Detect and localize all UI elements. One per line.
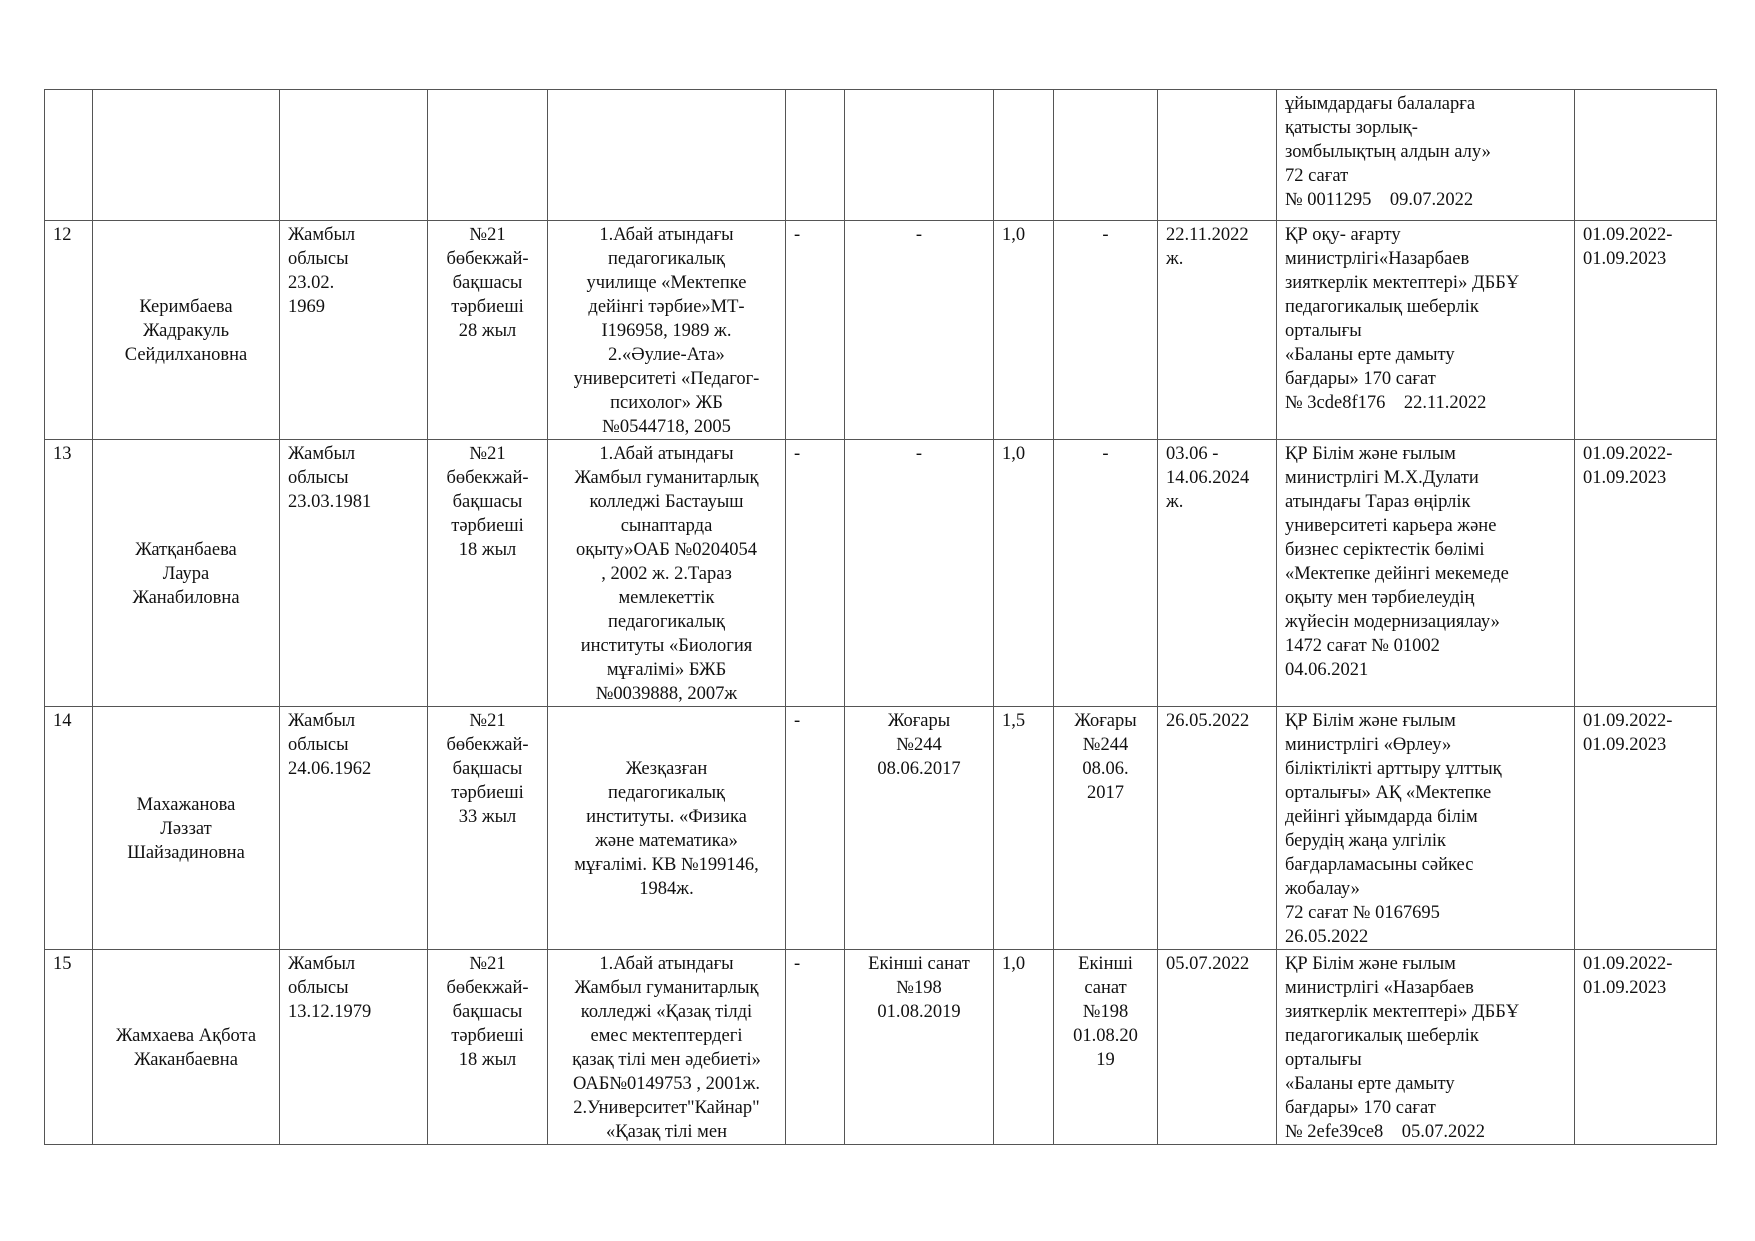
- course-info-line: № 2efe39ce8 05.07.2022: [1285, 1122, 1486, 1142]
- education-cell: [548, 90, 786, 221]
- position-line: бақшасы: [452, 273, 523, 293]
- period-line: 01.09.2022-: [1583, 225, 1673, 245]
- position-line: №21: [469, 954, 506, 974]
- full-name-line: Ләззат: [160, 819, 212, 839]
- rate-cell: 1,0: [994, 221, 1054, 440]
- education-cell: [548, 707, 786, 950]
- category-line: -: [915, 444, 923, 464]
- category-detail-line: 2017: [1087, 783, 1124, 803]
- category-detail-line: 19: [1096, 1050, 1115, 1070]
- category-detail-line: №198: [1082, 1002, 1129, 1022]
- category-detail-line: -: [1102, 444, 1109, 464]
- staff-table: [44, 89, 1717, 1145]
- course-info-line: берудің жаңа улгілік: [1285, 831, 1447, 851]
- course-info-line: № 0011295 09.07.2022: [1285, 190, 1474, 210]
- position-line: №21: [469, 711, 506, 731]
- education-line: 1.Абай атындағы: [599, 225, 734, 245]
- position-line: 28 жыл: [458, 321, 517, 341]
- course-info-line: 1472 сағат № 01002: [1285, 636, 1440, 656]
- birth-info-line: 1969: [288, 297, 325, 317]
- birth-info-line: 13.12.1979: [288, 1002, 372, 1022]
- course-info-line: ұйымдардағы балаларға: [1285, 94, 1476, 114]
- course-info-line: «Баланы ерте дамыту: [1285, 345, 1455, 365]
- birth-info-line: облысы: [288, 249, 349, 269]
- position-cell: [428, 707, 548, 950]
- education-line: институты. «Физика: [586, 807, 747, 827]
- course-info-line: министрлігі«Назарбаев: [1285, 249, 1470, 269]
- education-cell: [548, 440, 786, 707]
- rate-cell: 1,0: [994, 440, 1054, 707]
- position-line: 18 жыл: [458, 1050, 517, 1070]
- category-line: №198: [896, 978, 942, 998]
- course-date-cell: [1158, 90, 1277, 221]
- category-detail-cell: [1054, 221, 1158, 440]
- category-detail-cell: [1054, 707, 1158, 950]
- birth-info-line: 24.06.1962: [288, 759, 372, 779]
- course-info-line: атындағы Тараз өңірлік: [1285, 492, 1471, 512]
- category-line: Жоғары: [887, 711, 951, 731]
- education-line: Жамбыл гуманитарлық: [574, 468, 759, 488]
- position-cell: [428, 221, 548, 440]
- category-cell: [845, 440, 994, 707]
- category-detail-line: -: [1102, 225, 1109, 245]
- education-line: 1.Абай атындағы: [599, 954, 734, 974]
- position-line: 33 жыл: [458, 807, 517, 827]
- education-line: қазақ тілі мен әдебиеті»: [572, 1050, 761, 1070]
- category-cell: [845, 707, 994, 950]
- category-cell: [845, 221, 994, 440]
- full-name-line: Сейдилхановна: [124, 345, 248, 365]
- course-date-line: 14.06.2024: [1166, 468, 1250, 488]
- education-line: І196958, 1989 ж.: [601, 321, 732, 341]
- category-detail-line: №244: [1082, 735, 1129, 755]
- course-info-line: 72 сағат: [1285, 166, 1349, 186]
- position-line: тәрбиеші: [451, 297, 524, 317]
- course-info-line: жобалау»: [1285, 879, 1360, 899]
- education-line: ОАБ№0149753 , 2001ж.: [572, 1074, 761, 1094]
- education-line: училище «Мектепке: [586, 273, 747, 293]
- position-line: бақшасы: [452, 759, 523, 779]
- position-line: бақшасы: [452, 1002, 523, 1022]
- education-line: педагогикалық: [607, 783, 726, 803]
- course-date-line: 03.06 -: [1166, 444, 1219, 464]
- full-name-cell: [93, 221, 280, 440]
- education-line: дейінгі тәрбие»МТ-: [588, 297, 745, 317]
- education-line: Жезқазған: [625, 759, 708, 779]
- course-info-line: министрлігі М.Х.Дулати: [1285, 468, 1479, 488]
- category-detail-line: Жоғары: [1074, 711, 1137, 731]
- category-detail-line: 08.06.: [1082, 759, 1129, 779]
- row-number-cell: 13: [45, 440, 93, 707]
- birth-info-cell: [280, 440, 428, 707]
- position-cell: [428, 950, 548, 1145]
- full-name-cell: [93, 440, 280, 707]
- education-line: психолог» ЖБ: [610, 393, 723, 413]
- position-line: №21: [469, 225, 506, 245]
- course-date-cell: [1158, 440, 1277, 707]
- birth-info-line: Жамбыл: [288, 711, 356, 731]
- course-info-cell: [1277, 90, 1575, 221]
- education-line: педагогикалық: [607, 612, 726, 632]
- rate-cell: 1,5: [994, 707, 1054, 950]
- education-line: №0544718, 2005: [602, 417, 731, 437]
- birth-info-line: 23.03.1981: [288, 492, 372, 512]
- education-line: мұғалімі. КВ №199146,: [574, 855, 759, 875]
- course-info-line: педагогикалық шеберлік: [1285, 297, 1479, 317]
- column-6-cell: -: [786, 221, 845, 440]
- category-line: 08.06.2017: [877, 759, 961, 779]
- education-line: 2.«Әулие-Ата»: [608, 345, 725, 365]
- period-line: 01.09.2023: [1583, 735, 1667, 755]
- position-line: бөбекжай-: [446, 249, 529, 269]
- birth-info-line: Жамбыл: [288, 954, 356, 974]
- course-info-line: біліктілікті арттыру ұлттық: [1285, 759, 1502, 779]
- position-line: бөбекжай-: [446, 468, 529, 488]
- position-line: тәрбиеші: [451, 516, 524, 536]
- period-line: 01.09.2023: [1583, 468, 1667, 488]
- course-info-line: министрлігі «Назарбаев: [1285, 978, 1474, 998]
- category-detail-cell: [1054, 440, 1158, 707]
- course-info-line: қатысты зорлық-: [1285, 118, 1418, 138]
- course-info-line: 72 сағат № 0167695: [1285, 903, 1440, 923]
- category-cell: [845, 950, 994, 1145]
- course-info-line: орталығы: [1285, 321, 1362, 341]
- course-date-cell: [1158, 707, 1277, 950]
- course-info-cell: [1277, 440, 1575, 707]
- course-info-line: ҚР оқу- ағарту: [1285, 225, 1401, 245]
- position-line: бөбекжай-: [446, 735, 529, 755]
- table-row: [45, 440, 1717, 707]
- course-info-line: университеті карьера және: [1285, 516, 1497, 536]
- course-date-line: ж.: [1166, 492, 1184, 512]
- course-info-cell: [1277, 707, 1575, 950]
- education-line: 1984ж.: [639, 879, 694, 899]
- course-info-line: «Баланы ерте дамыту: [1285, 1074, 1455, 1094]
- course-info-line: орталығы» АҚ «Мектепке: [1285, 783, 1492, 803]
- course-info-line: 04.06.2021: [1285, 660, 1369, 680]
- education-line: мұғалімі» БЖБ: [606, 660, 727, 680]
- position-cell: [428, 440, 548, 707]
- course-info-line: педагогикалық шеберлік: [1285, 1026, 1479, 1046]
- full-name-cell: [93, 950, 280, 1145]
- course-info-line: ҚР Білім және ғылым: [1285, 954, 1456, 974]
- period-line: 01.09.2023: [1583, 978, 1667, 998]
- category-detail-cell: [1054, 90, 1158, 221]
- full-name-cell: [93, 707, 280, 950]
- course-info-line: 26.05.2022: [1285, 927, 1369, 947]
- course-info-line: зомбылықтың алдын алу»: [1285, 142, 1491, 162]
- table-row: [45, 90, 1717, 221]
- birth-info-line: Жамбыл: [288, 444, 356, 464]
- full-name-cell: [93, 90, 280, 221]
- row-number-cell: 15: [45, 950, 93, 1145]
- period-cell: [1575, 90, 1717, 221]
- course-info-line: бағдарламасыны сәйкес: [1285, 855, 1474, 875]
- education-line: институты «Биология: [580, 636, 753, 656]
- full-name-line: Лаура: [162, 564, 210, 584]
- full-name-line: Шайзадиновна: [127, 843, 245, 863]
- course-info-line: дейінгі ұйымдарда білім: [1285, 807, 1478, 827]
- category-line: Екінші санат: [868, 954, 970, 974]
- course-info-line: бизнес серіктестік бөлімі: [1285, 540, 1485, 560]
- column-6-cell: -: [786, 707, 845, 950]
- course-date-line: 05.07.2022: [1166, 954, 1250, 974]
- course-info-line: бағдары» 170 сағат: [1285, 1098, 1436, 1118]
- education-line: Жамбыл гуманитарлық: [574, 978, 759, 998]
- education-line: колледжі Бастауыш: [589, 492, 744, 512]
- course-info-cell: [1277, 221, 1575, 440]
- position-line: тәрбиеші: [451, 1026, 524, 1046]
- column-6-cell: -: [786, 950, 845, 1145]
- education-line: емес мектептердегі: [590, 1026, 743, 1046]
- course-info-line: министрлігі «Өрлеу»: [1285, 735, 1452, 755]
- course-info-line: зияткерлік мектептері» ДББҰ: [1285, 1002, 1520, 1022]
- course-info-line: орталығы: [1285, 1050, 1362, 1070]
- education-line: 1.Абай атындағы: [599, 444, 734, 464]
- education-line: оқыту»ОАБ №0204054: [576, 540, 757, 560]
- period-cell: [1575, 950, 1717, 1145]
- category-detail-cell: [1054, 950, 1158, 1145]
- course-info-line: бағдары» 170 сағат: [1285, 369, 1436, 389]
- period-line: 01.09.2022-: [1583, 954, 1673, 974]
- education-line: сынаптарда: [620, 516, 713, 536]
- position-line: тәрбиеші: [451, 783, 524, 803]
- full-name-line: Жадракуль: [142, 321, 230, 341]
- full-name-line: Жатқанбаева: [135, 540, 237, 560]
- birth-info-cell: [280, 221, 428, 440]
- position-line: №21: [469, 444, 506, 464]
- table-row: [45, 221, 1717, 440]
- education-cell: [548, 221, 786, 440]
- birth-info-cell: [280, 90, 428, 221]
- table-row: [45, 707, 1717, 950]
- birth-info-line: 23.02.: [288, 273, 335, 293]
- row-number-cell: [45, 90, 93, 221]
- course-date-cell: [1158, 221, 1277, 440]
- position-line: бақшасы: [452, 492, 523, 512]
- education-line: мемлекеттік: [618, 588, 715, 608]
- position-cell: [428, 90, 548, 221]
- period-cell: [1575, 440, 1717, 707]
- category-line: 01.08.2019: [877, 1002, 961, 1022]
- period-line: 01.09.2022-: [1583, 711, 1673, 731]
- education-line: 2.Университет"Кайнар": [573, 1098, 760, 1118]
- education-line: «Қазақ тілі мен: [606, 1122, 727, 1142]
- row-number-cell: 12: [45, 221, 93, 440]
- course-info-line: № 3cde8f176 22.11.2022: [1285, 393, 1487, 413]
- education-cell: [548, 950, 786, 1145]
- category-line: №244: [896, 735, 942, 755]
- rate-cell: 1,0: [994, 950, 1054, 1145]
- birth-info-cell: [280, 950, 428, 1145]
- category-cell: [845, 90, 994, 221]
- education-line: университеті «Педагог-: [573, 369, 760, 389]
- row-number-cell: 14: [45, 707, 93, 950]
- course-date-line: ж.: [1166, 249, 1184, 269]
- full-name-line: Жаканбаевна: [134, 1050, 238, 1070]
- position-line: бөбекжай-: [446, 978, 529, 998]
- category-detail-line: санат: [1084, 978, 1127, 998]
- education-line: және математика»: [595, 831, 738, 851]
- period-line: 01.09.2022-: [1583, 444, 1673, 464]
- birth-info-line: Жамбыл: [288, 225, 356, 245]
- birth-info-line: облысы: [288, 978, 349, 998]
- column-6-cell: -: [786, 440, 845, 707]
- period-cell: [1575, 221, 1717, 440]
- education-line: педагогикалық: [607, 249, 726, 269]
- course-date-line: 22.11.2022: [1166, 225, 1249, 245]
- course-info-line: ҚР Білім және ғылым: [1285, 444, 1456, 464]
- education-line: №0039888, 2007ж: [595, 684, 738, 704]
- full-name-line: Махажанова: [136, 795, 236, 815]
- period-line: 01.09.2023: [1583, 249, 1667, 269]
- full-name-line: Жанабиловна: [132, 588, 240, 608]
- course-info-line: жүйесін модернизациялау»: [1285, 612, 1500, 632]
- period-cell: [1575, 707, 1717, 950]
- category-line: -: [915, 225, 923, 245]
- education-line: , 2002 ж. 2.Тараз: [601, 564, 732, 584]
- category-detail-line: 01.08.20: [1073, 1026, 1138, 1046]
- education-line: колледжі «Қазақ тілді: [580, 1002, 753, 1022]
- course-date-cell: [1158, 950, 1277, 1145]
- birth-info-line: облысы: [288, 468, 349, 488]
- full-name-line: Жамхаева Ақбота: [115, 1026, 257, 1046]
- course-info-cell: [1277, 950, 1575, 1145]
- birth-info-cell: [280, 707, 428, 950]
- rate-cell: [994, 90, 1054, 221]
- course-info-line: «Мектепке дейінгі мекемеде: [1285, 564, 1509, 584]
- position-line: 18 жыл: [458, 540, 517, 560]
- course-info-line: зияткерлік мектептері» ДББҰ: [1285, 273, 1520, 293]
- course-info-line: ҚР Білім және ғылым: [1285, 711, 1456, 731]
- category-detail-line: Екінші: [1078, 954, 1133, 974]
- course-date-line: 26.05.2022: [1166, 711, 1250, 731]
- table-row: [45, 950, 1717, 1145]
- course-info-line: оқыту мен тәрбиелеудің: [1285, 588, 1475, 608]
- column-6-cell: [786, 90, 845, 221]
- birth-info-line: облысы: [288, 735, 349, 755]
- full-name-line: Керимбаева: [139, 297, 233, 317]
